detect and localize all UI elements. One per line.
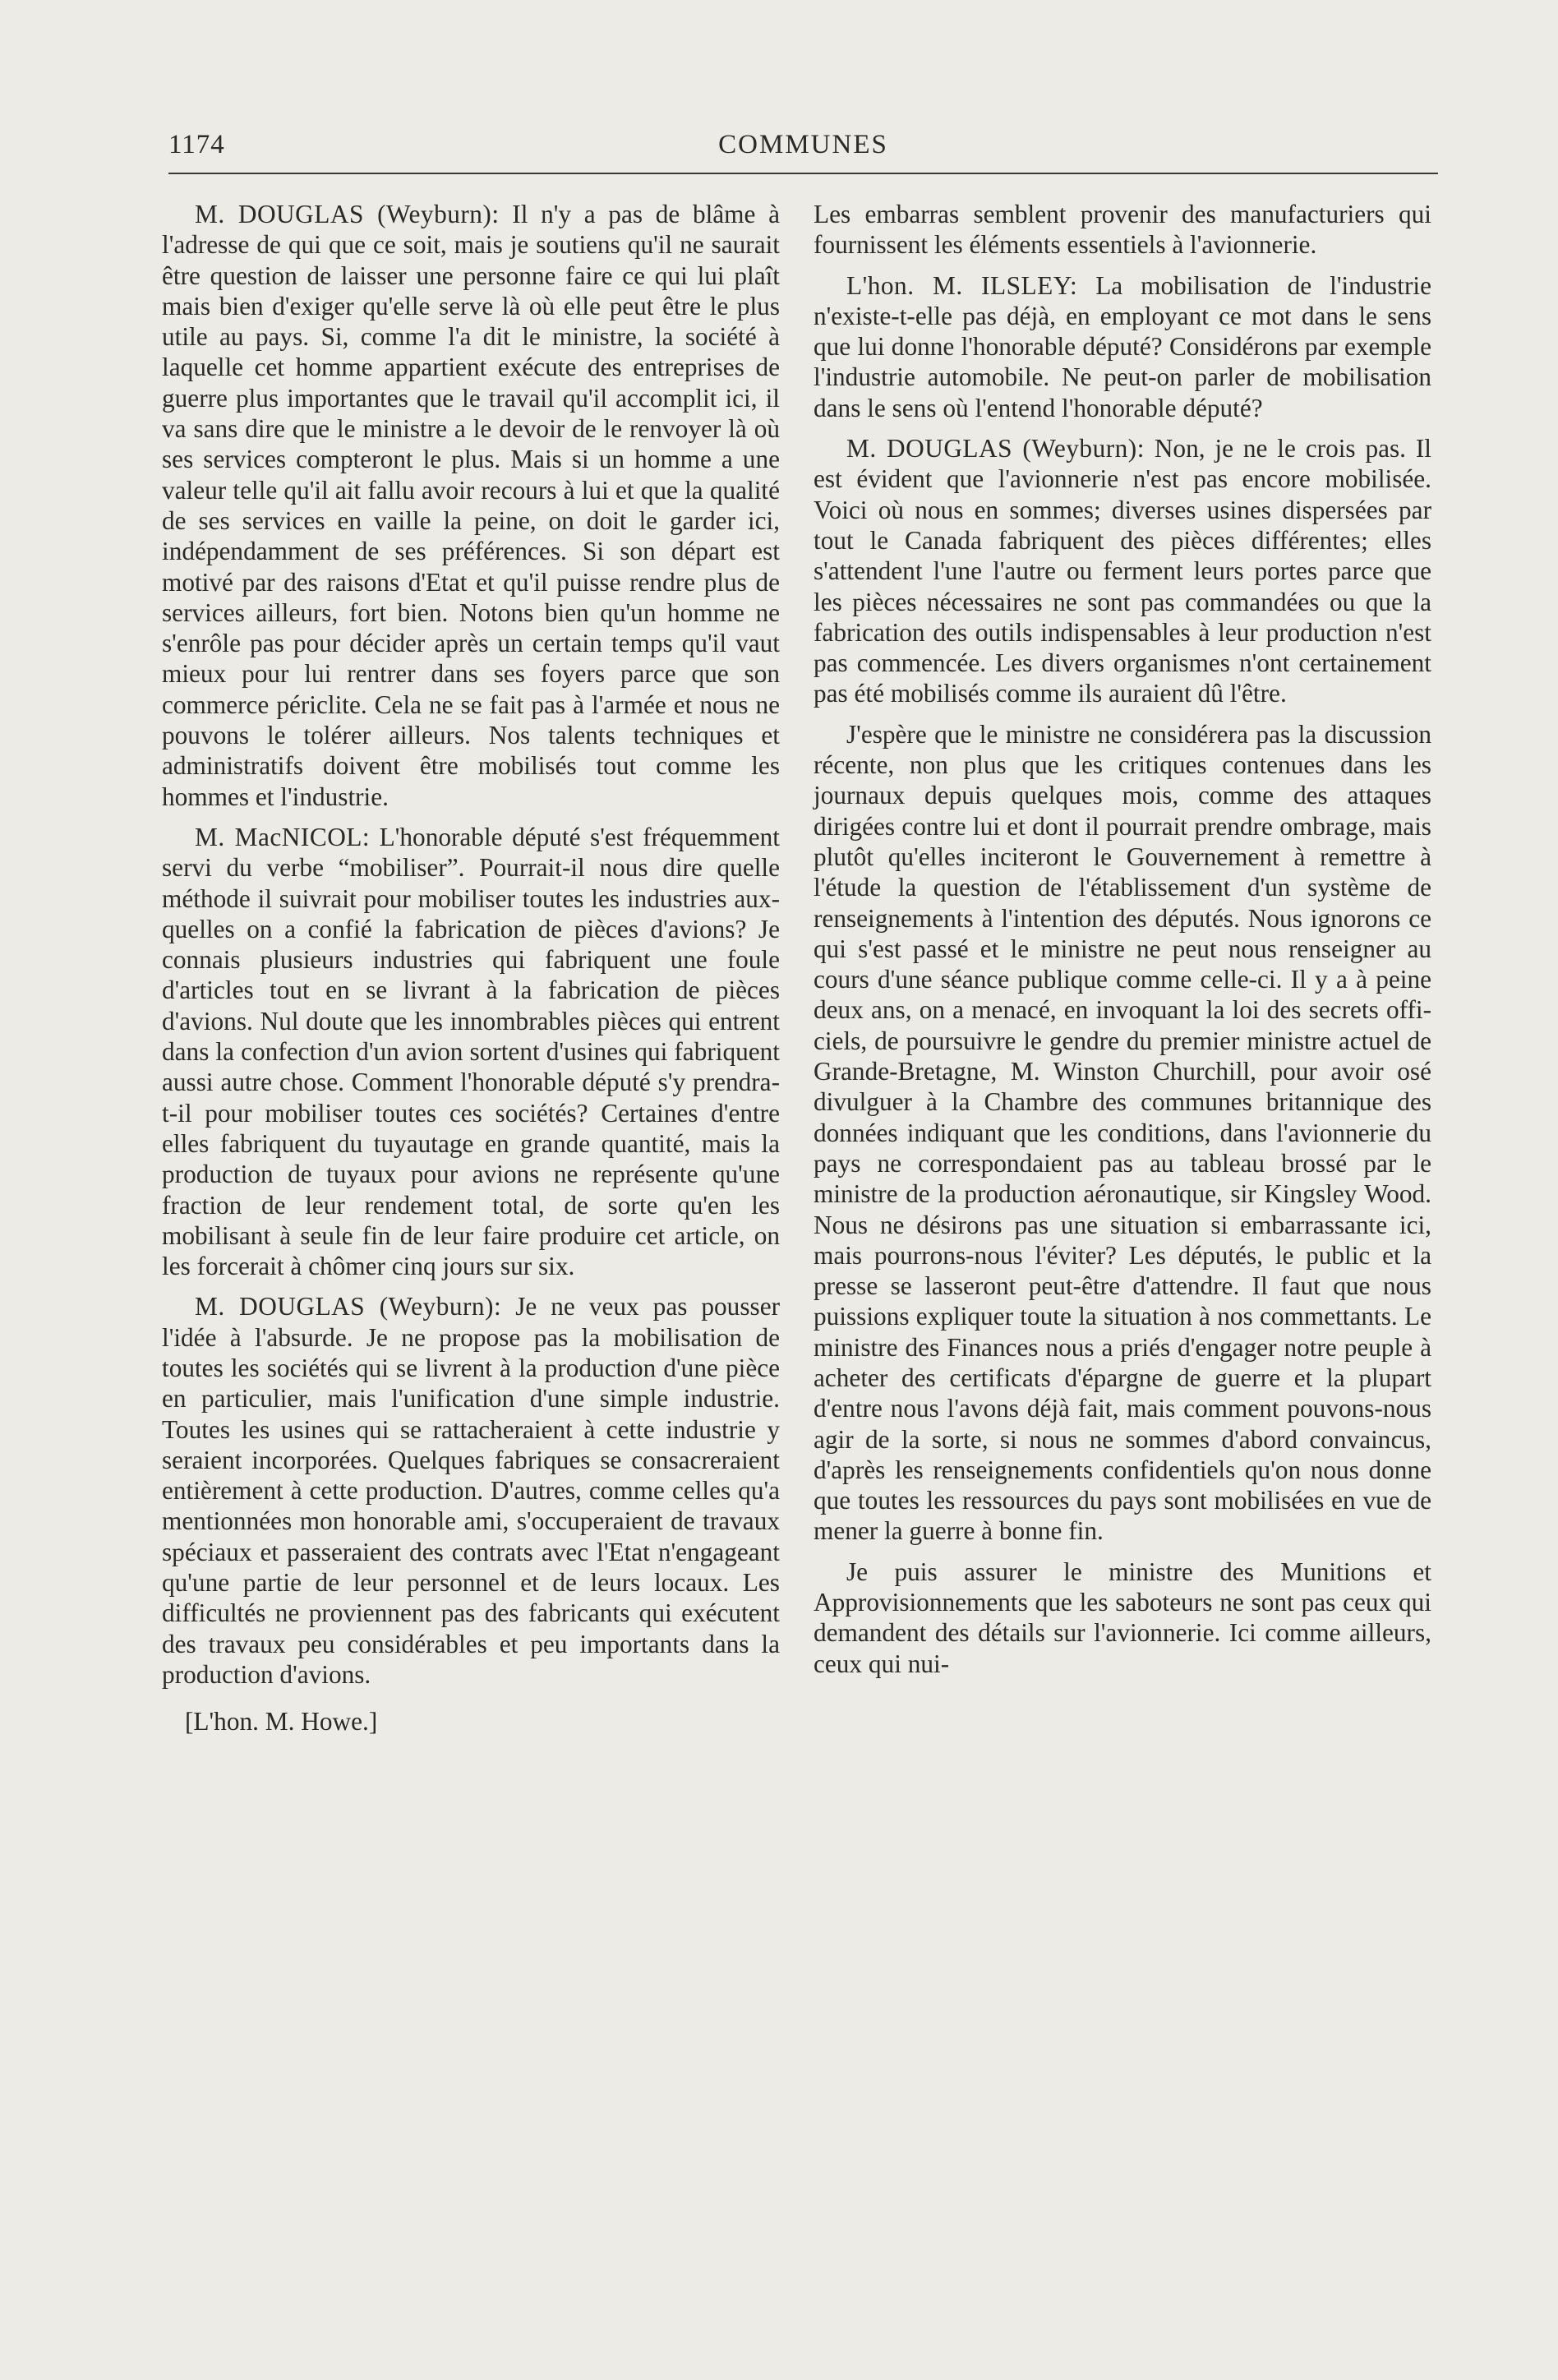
paragraph (814, 270, 1431, 423)
paragraph-text: Non, je ne le crois pas. Il est évident que l'avionnerie n'est pas encore mobilisée. Voici où nous en sommes; diverses usines dispersées par tout le Canada fabriquent des pièces différentes; elles s'attendent l'une l'autre ou ferment leurs portes parce que les pièces nécessaires ne sont pas commandées ou que la fabrication des outils indispensables à leur production n'est pas commencée. Les divers organismes n'ont certainement pas été mobilisés comme ils auraient dû l'être. (814, 434, 1432, 708)
paragraph (814, 199, 1431, 261)
speaker-name: M. DOUGLAS (Weyburn): (195, 200, 500, 228)
speaker-name: L'hon. M. ILSLEY: (846, 270, 1078, 300)
paragraph (814, 719, 1431, 1547)
header-rule (168, 173, 1438, 174)
paragraph (162, 822, 780, 1281)
paragraph-text: Il n'y a pas de blâme à l'adresse de qui que ce soit, mais je soutiens qu'il ne saurait être question de laisser une personne faire ce qui lui plaît mais bien d'exiger qu'elle serve là où elle peut être le plus utile au pays. Si, comme l'a dit le ministre, la société à laquelle cet homme appartient exécute des entreprises de guerre plus importantes que le travail qu'il accomplit ici, il va sans dire que le ministre a le devoir de le renvoyer là où ses services compteront le plus. Mais si un homme a une valeur telle qu'il ait fallu avoir recours à lui et que la qualité de ses services en vaille la peine, on doit le garder ici, indépendamment de ses préférences. Si son départ est motivé par des raisons d'Etat et qu'il puisse rendre plus de services ailleurs, fort bien. Notons bien qu'un homme ne s'enrôle pas pour décider après un certain temps qu'il vaut mieux pour lui rentrer dans ses foyers parce que son commerce périclite. Cela ne se fait pas à l'armée et nous ne pouvons le tolérer ailleurs. Nos talents techniques et administratifs doivent être mobilisés tout comme les hommes et l'industrie. (162, 200, 781, 811)
paragraph-text: L'honorable député s'est fréquemment servi du verbe “mobiliser”. Pourrait-il nous dire quelle méthode il suivrait pour mobiliser toutes les industries auxquelles on a confié la fabrication de pièces d'avions? Je connais plusieurs industries qui fabriquent une foule d'articles tout en se livrant à la fabrication de pièces d'avions. Nul doute que les innombrables pièces qui entrent dans la confection d'un avion sortent d'usines qui fabriquent aussi autre chose. Comment l'honorable député s'y prendra-t-il pour mobiliser toutes ces sociétés? Certaines d'entre elles fabriquent du tuyautage en grande quantité, mais la production de tuyaux pour avions ne représente qu'une fraction de leur rendement total, de sorte qu'en les mobilisant à seule fin de leur faire produire cet article, on les forcerait à chômer cinq jours sur six. (162, 822, 780, 1281)
speaker-name: M. DOUGLAS (Weyburn): (195, 1292, 502, 1321)
paragraph (814, 1557, 1431, 1679)
speaker-name: M. MacNICOL: (195, 822, 371, 851)
paragraph-text: J'espère que le ministre ne considérera pas la discussion récente, non plus que les critiques contenues dans les journaux depuis quelques mois, comme des attaques dirigées contre lui et dont il pourrait prendre ombrage, mais plutôt qu'elles inciteront le Gouvernement à remettre à l'étude la question de l'établissement d'un système de renseignements à l'intention des députés. Nous ignorons ce qui s'est passé et le ministre ne peut nous renseigner au cours d'une séance publique comme celle-ci. Il y a à peine deux ans, on a menacé, en invoquant la loi des secrets officiels, de poursuivre le gendre du premier ministre actuel de Grande-Bretagne, M. Winston Churchill, pour avoir osé divulguer à la Chambre des communes britannique des données indiquant que les conditions, dans l'avionnerie du pays ne correspondaient pas au tableau brossé par le ministre de la production aéronautique, sir Kingsley Wood. Nous ne désirons pas une situation si embarrassante ici, mais pourrons-nous l'éviter? Les députés, le public et la presse se lasseront peut-être d'attendre. Il faut que nous puissions expliquer toute la situation à nos commettants. Le ministre des Finances nous a priés d'engager notre peuple à acheter des certificats d'épargne de guerre et la plupart d'entre nous l'avons déjà fait, mais comment pouvons-nous agir de la sorte, si nous ne sommes d'abord convaincus, d'après les renseignements confidentiels qu'on nous donne que toutes les ressources du pays sont mobilisées en vue de mener la guerre à bonne fin. (814, 719, 1431, 1546)
page-number: 1174 (168, 130, 225, 159)
running-title: COMMUNES (718, 130, 888, 159)
paragraph-text: Je puis assurer le ministre des Munitions et Approvisionnements que les saboteurs ne sont pas ceux qui demandent des détails sur l'avionnerie. Ici comme ailleurs, ceux qui nui- (814, 1557, 1431, 1678)
paragraph (162, 199, 780, 812)
right-column (814, 199, 1431, 1689)
speaker-name: M. DOUGLAS (Weyburn): (846, 434, 1145, 464)
paragraph-text: La mobilisation de l'industrie n'existe-t-elle pas déjà, en employant ce mot dans le sens que lui donne l'honorable député? Considérons par exemple l'industrie automobile. Ne peut-on parler de mobilisation dans le sens où l'entend l'honorable député? (814, 270, 1431, 422)
paragraph-text: Les embarras semblent provenir des manufacturiers qui fournissent les éléments essentiels à l'avionnerie. (814, 200, 1431, 260)
left-column (162, 199, 780, 1737)
paragraph-text: Je ne veux pas pousser l'idée à l'absurde. Je ne propose pas la mobilisation de toutes les sociétés qui se livrent à la production d'une pièce en particulier, mais l'unification d'une simple industrie. Toutes les usines qui se rattacheraient à cette industrie y seraient incorporées. Quelques fabriques se consacreraient entièrement à cette production. D'autres, comme celles qu'a mentionnées mon honorable ami, s'occuperaient de travaux spéciaux et passeraient des contrats avec l'Etat n'engageant qu'une partie de leur personnel et de leurs locaux. Les difficultés ne proviennent pas des fabricants qui exécutent des travaux peu considérables et peu importants dans la production d'avions. (162, 1292, 781, 1689)
paragraph (814, 433, 1431, 709)
footer-note: [L'hon. M. Howe.] (185, 1707, 378, 1737)
page-header (168, 130, 1438, 169)
paragraph (162, 1291, 780, 1690)
